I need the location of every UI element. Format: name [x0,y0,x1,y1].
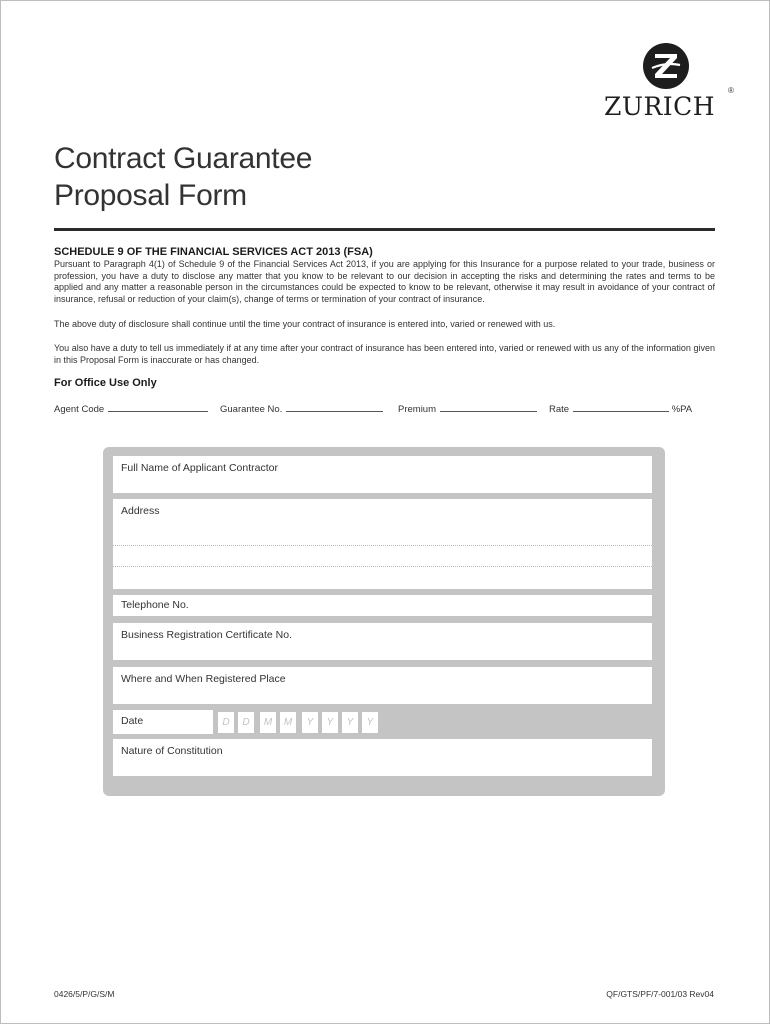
disclosure-paragraph-3: You also have a duty to tell us immediately if at any time after your contract of insurance has been entered into, varied or renewed with us any of the information given in this Proposal Form is inaccurate or has changed. [54,343,715,365]
date-month-cell-2[interactable]: M [280,712,296,733]
guarantee-no-field[interactable] [220,402,383,415]
nature-of-constitution-field[interactable] [113,739,652,776]
zurich-logo [600,42,740,122]
brand-name: ZURICH [604,92,716,121]
date-year-cell-4[interactable]: Y [362,712,378,733]
date-field [113,710,213,734]
telephone-label: Telephone No. [121,599,189,611]
address-label: Address [121,505,160,517]
date-year-cell-3[interactable]: Y [342,712,358,733]
office-use-heading: For Office Use Only [54,377,157,389]
title-divider [54,228,715,231]
guarantee-no-line[interactable] [286,402,383,412]
business-registration-label: Business Registration Certificate No. [121,629,292,641]
agent-code-field[interactable] [54,402,208,415]
premium-label: Premium [398,404,437,415]
rate-suffix: %PA [671,404,693,415]
rate-line[interactable] [573,402,669,412]
footer-left-code: 0426/5/P/G/S/M [54,989,115,999]
premium-line[interactable] [440,402,537,412]
telephone-field[interactable] [113,595,652,616]
date-day-cell-2[interactable]: D [238,712,254,733]
date-day-cell-1[interactable]: D [218,712,234,733]
disclosure-paragraph-1: Pursuant to Paragraph 4(1) of Schedule 9 of the Financial Services Act 2013, if you are applying for this Insurance for a purpose related to your trade, business or profession, you have a duty to disclose any matter that you know to be relevant to our decision in accepting the risks and determining the rates and terms to be applied and any matter a reasonable person in the circumstances could be expected to know to be relevant, otherwise it may result in avoidance of your contract of insurance, refusal or reduction of your claim(s), change of terms or termination of your contract of insurance. [54,259,715,304]
registered-place-label: Where and When Registered Place [121,673,286,685]
date-year-cell-1[interactable]: Y [302,712,318,733]
premium-field[interactable] [398,402,537,415]
registered-mark: ® [728,86,734,95]
date-year-cell-2[interactable]: Y [322,712,338,733]
nature-of-constitution-label: Nature of Constitution [121,745,223,757]
footer-right-code: QF/GTS/PF/7-001/03 Rev04 [606,989,714,999]
agent-code-label: Agent Code [54,404,105,415]
agent-code-line[interactable] [108,402,208,412]
guarantee-no-label: Guarantee No. [220,404,283,415]
full-name-field[interactable] [113,456,652,493]
page-title [54,140,312,214]
title-line-2: Proposal Form [54,179,247,212]
address-line-1 [113,545,652,546]
full-name-label: Full Name of Applicant Contractor [121,462,278,474]
address-line-2 [113,566,652,567]
office-use-row [54,402,715,416]
rate-field[interactable] [549,402,692,415]
title-line-1: Contract Guarantee [54,142,313,175]
disclosure-paragraph-2: The above duty of disclosure shall continue until the time your contract of insurance is entered into, varied or renewed with us. [54,319,556,329]
zurich-z-icon [642,42,690,90]
date-label: Date [121,715,144,727]
schedule-heading: SCHEDULE 9 OF THE FINANCIAL SERVICES ACT 2013 (FSA) [54,246,373,258]
date-month-cell-1[interactable]: M [260,712,276,733]
business-registration-field[interactable] [113,623,652,660]
rate-label: Rate [549,404,570,415]
address-field[interactable] [113,499,652,589]
registered-place-field[interactable] [113,667,652,704]
